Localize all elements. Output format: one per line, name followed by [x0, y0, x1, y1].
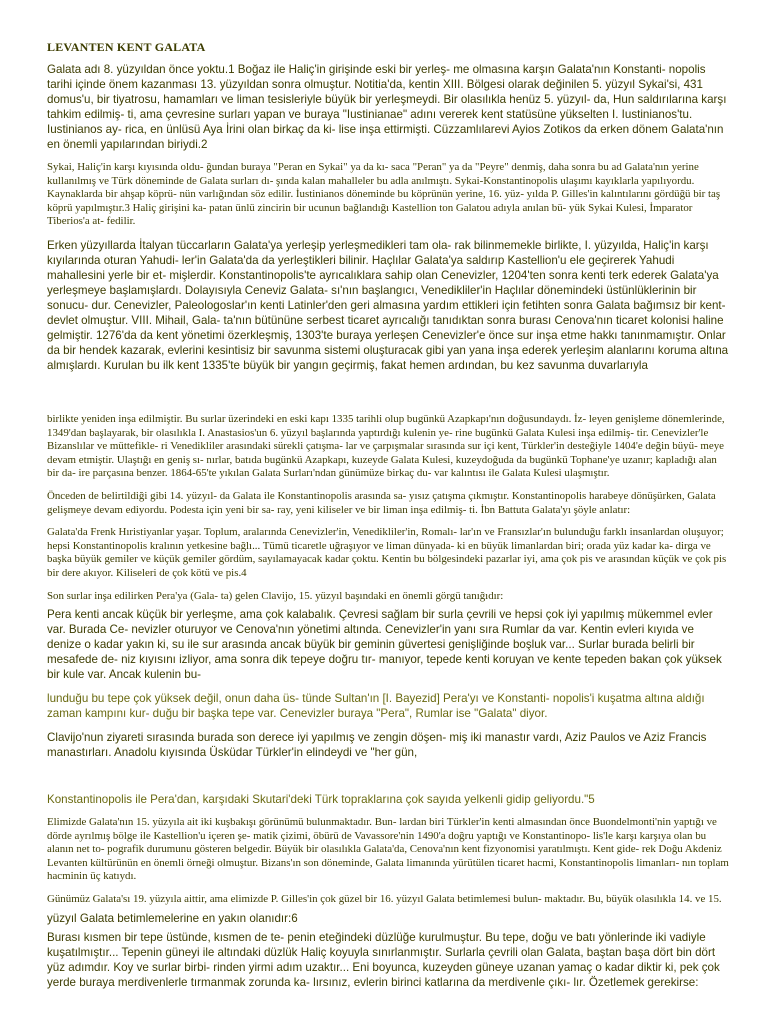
document-page — [47, 40, 731, 999]
quote-ibn-battuta: Galata'da Frenk Hıristiyanlar yaşar. Toplum, aralarında Cenevizler'in, Venedikliler'in, Romalı- lar'ın ve Fransızlar'ın bulunduğu farklı insanlardan oluşuyor; hepsi Konstantinopolis kralının yetkesine bağlı... Tümü ticaretle uğraşıyor ve liman dünyada- ki en büyük limanlardan biri; orada yüz kadar ka- dirga ve başka büyük gemiler ve küçük gemiler gördüm, sayılamayacak kadar çoktu. Kentin bu bölgesindeki pazarlar iyi, ama çok pis ve arasından küçük ve çok pis bir dere akıyor. Kiliseleri de çok kötü ve pis.4 — [47, 526, 727, 579]
paragraph-bird-eye-views: Elimizde Galata'nın 15. yüzyıla ait iki kuşbakışı görünümü bulunmaktadır. Bun- lardan biri Türkler'in kenti almasından önce Buondelmonti'nin yaptığı ve dörde ayrılmış bölge ile Kastellion'u içeren şe- matik çizimi, öbürü de Vavassore'nin 1490'a doğru yaptığı ve Konstantinopo- lis'le karşı karşıya olan bu alanın net to- pografik durumunu gösteren belgedir. Büyük bir olasılıkla Galata'da, Cenova'nın kent fizyonomisi yaratılmıştı. Kent gide- rek Doğu Akdeniz Levanten kültürünün en önemli örneği olmuştur. Bizans'ın son döneminde, Galata limanında yürütülen ticaret hacmi, Konstantinopolis limanları- nın toplam hacminin üç katıydı. — [47, 816, 729, 883]
paragraph-italian-merchants: Erken yüzyıllarda İtalyan tüccarların Galata'ya yerleşip yerleşmedikleri tam ola- rak bilinmemekle birlikte, I. yüzyılda, Haliç'in karşı kıyılarında oturan Yahudi- ler'in Galata'da da yerleştikleri bilinir. Haçlılar Galata'ya saldırıp Kastellion'u ele geçirerek Yahudi mahallesini yerle bir et- mişlerdir. Konstantinopolis'te ayrıcalıklara sahip olan Cenevizler, 1204'ten sonra kenti terk ederek Galata'ya yerleşmeye başlamışlardı. Dolayısıyla Ceneviz Galata- sı'nın başlangıcı, Venedikliler'in Haçlılar dönemindeki üstünlüklerinin bir sonucu- dur. Cenevizler, Paleologoslar'ın kenti Latinler'den geri almasına yardım ettikleri için fetihten sonra Galata bağımsız bir kent-devlet olmuştur. VIII. Mihail, Gala- ta'nın bütününe serbest ticaret ayrıcalığı tanıdıktan sonra burası Cenova'nın ticaret kolonisi haline gelmiştir. 1276'da da kent yönetimi özerkleşmiş, 1303'te buraya yerleşen Cenevizler'e önce sur inşa etme hakkı tanınmamıştır. Onlar da bir hendek kazarak, evlerini kesintisiz bir savunma sistemi oluşturacak gibi yan yana inşa ederek yerleşim alanlarını koruma altına almışlardı. Kurulan bu ilk kent 1335'te büyük bir yangın geçirmiş, fakat hemen ardından, bu kez savunma duvarlarıyla — [47, 238, 729, 372]
document-title: LEVANTEN KENT GALATA — [47, 40, 206, 54]
paragraph-sykai: Sykai, Haliç'in karşı kıyısında oldu- ğundan buraya "Peran en Sykai" ya da kı- saca "Peran" ya da "Peyre" denmiş, daha sonra bu ad Galata'nın yerine kullanılmış ve Türk döneminde de Galata surları dı- şında kalan mahalleler bu adla anılmıştı. Sykai-Konstantinopolis ulaşımı kayıklarla yapılıyordu. Kaynaklarda bir ahşap köprü- nün varlığından söz edilir. İustinianos döneminde bu köprünün yerine, 16. yüz- yılda P. Gilles'in kalıntılarını gördüğü bir taş köprü yapılmıştır.3 Haliç girişini ka- patan ünlü zincirin bir ucunun bağlandığı Kastellion ton Galatou adıyla anılan bü- yük Sykai Kulesi, İmparator Tiberios'a at- fedilir. — [47, 161, 721, 228]
paragraph-gilles-cont: yüzyıl Galata betimlemelerine en yakın olanıdır:6 — [47, 911, 298, 925]
paragraph-rebuilt-walls: birlikte yeniden inşa edilmiştir. Bu surlar üzerindeki en eski kapı 1335 tarihli olup bugünkü Azapkapı'nın doğusundaydı. İz- leyen genişleme dönemlerinde, 1349'dan başlayarak, bir olasılıkla I. Anastasios'un 6. yüzyıl başlarında yaptırdığı kulenin ye- rine bugünkü Galata Kulesi inşa edilmiş- tir. Cenevizler'le Bizanslılar ve müttefikle- ri Venedikliler arasındaki sürekli çatışma- lar ve çarpışmalar sırasında sur içi kent, Türkler'in desteğiyle 1404'e değin büyü- meye devam etmiştir. Ulaştığı en geniş sı- nırlar, batıda bugünkü Azapkapı, kuzeyde Galata Kulesi, kuzeydoğuda da bugünkü Tophane'ye uzanır; kapladığı alan bir da- ire parçasına benzer. 1864-65'te yıkılan Galata Surları'ndan günümüze birkaç du- var kalıntısı ile Galata Kulesi ulaşmıştır. — [47, 412, 725, 480]
quote-clavijo-1: Pera kenti ancak küçük bir yerleşme, ama çok kalabalık. Çevresi sağlam bir surla çevrili ve hepsi çok iyi yapılmış mükemmel evler var. Burada Ce- nevizler oturuyor ve Cenova'nın yönetimi altında. Cenevizler'in yanı sıra Rumlar da var. Kentin evleri kıyıda ve denize o kadar yakın ki, su ile sur arasında ancak büyük bir geminin güvertesi genişliğinde boşluk var... Surlar burada belirli bir mesafede de- niz kıyısını izliyor, ama sonra dik tepeye doğru tır- manıyor, tepede kenti koruyan ve kente tepeden bakan çok yüksek bir kule var. Ancak kulenin bu- — [47, 608, 722, 682]
paragraph-skutari: Konstantinopolis ile Pera'dan, karşıdaki Skutari'deki Türk topraklarına çok sayıda yelkenli gidip geliyordu."5 — [47, 793, 595, 807]
paragraph-clavijo-intro: Son surlar inşa edilirken Pera'ya (Gala- ta) gelen Clavijo, 15. yüzyıl başındaki en önemli görgü tanığıdır: — [47, 589, 504, 602]
paragraph-intro: Galata adı 8. yüzyıldan önce yoktu.1 Boğaz ile Haliç'in girişinde eski bir yerleş- me olmasına karşın Galata'nın Konstanti- nopolis tarihi içinde önem kazanması 13. yüzyıldan sonra olmuştur. Notitia'da, kentin XIII. Bölgesi olarak değinilen 5. yüzyıl Sykai'si, 431 domus'u, bir tiyatrosu, hamamları ve liman tesisleriyle büyük bir yerleşmeydi. Bir olasılıkla henüz 5. yüzyıl- da, Hun saldırılarına karşı tahkim edilmiş- ti, ama çevresine surları yapan ve buraya "Iustinianae" adını vererek kent statüsüne yükselten I. Iustinianos'tu. Iustinianos ay- rica, en ünlüsü Aya İrini olan birkaç da ki- lise inşa ettirmişti. Cüzzamlılarevi Ayios Zotikos da erken dönem Galata'nın en önemli yapılarından biriydi.2 — [47, 63, 727, 151]
paragraph-gilles: Günümüz Galata'sı 19. yüzyıla aittir, ama elimizde P. Gilles'in çok güzel bir 16. yüzyıl Galata betimlemesi bulun- maktadır. Bu, büyük olasılıkla 14. ve 15. — [47, 893, 722, 906]
paragraph-14th-century: Önceden de belirtildiği gibi 14. yüzyıl- da Galata ile Konstantinopolis arasında sa- yısız çatışma çıkmıştır. Konstantinopolis harabeye dönüşürken, Galata gelişmeye devam ediyordu. Podesta için yeni bir sa- ray, yeni kiliseler ve bir liman inşa edilmiş- ti. İbn Battuta Galata'yı şöyle anlatır: — [47, 489, 716, 516]
quote-gilles: Burası kısmen bir tepe üstünde, kısmen de te- penin eteğindeki düzlüğe kurulmuştur. Bu tepe, doğu ve batı yönlerinde iki vadiyle kuşatılmıştır... Tepenin güneyi ile altındaki düzlük Haliç koyuyla sınırlanmıştır. Surlarla çevrili olan Galata, baştan başa dört bin dört yüz adımdır. Koy ve surlar birbi- rinden yirmi adım uzaktır... Eni boyunca, kuzeyden güneye uzanan yamaç o kadar diktir ki, pek çok yerde buraya merdivenlerle tırmanmak zorunda ka- lırsınız, evlerin birinci katlarına da merdivenle çıkı- lır. Özetlemek gerekirse: — [47, 930, 720, 989]
paragraph-monasteries: Clavijo'nun ziyareti sırasında burada son derece iyi yapılmış ve zengin döşen- miş iki manastır vardı, Aziz Paulos ve Aziz Francis manastırları. Anadolu kıyısında Üsküdar Türkler'in elindeydi ve "her gün, — [47, 731, 707, 760]
quote-clavijo-2: lunduğu bu tepe çok yüksek değil, onun daha üs- tünde Sultan'ın [I. Bayezid] Pera'yı ve Konstanti- nopolis'i kuşatma altına aldığı zaman kampını kur- duğu bir başka tepe var. Cenevizler buraya "Pera", Rumlar ise "Galata" diyor. — [47, 692, 705, 721]
